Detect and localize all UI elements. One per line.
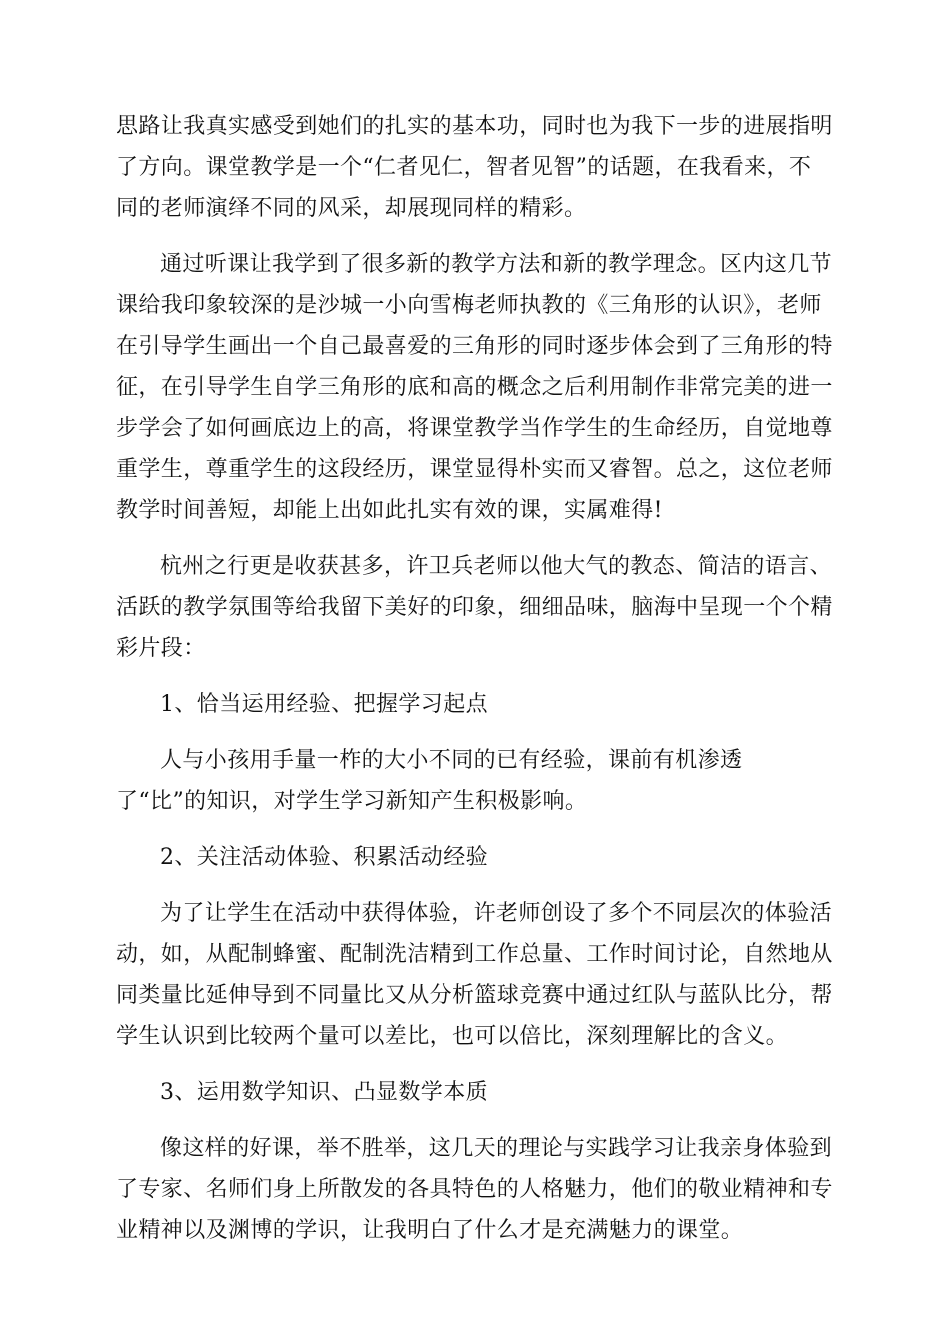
section-heading-2 bbox=[116, 837, 836, 878]
text-line: 杭州之行更是收获甚多，许卫兵老师以他大气的教态、简洁的语言、 bbox=[160, 554, 833, 579]
text-line: 学生认识到比较两个量可以差比，也可以倍比，深刻理解比的含义。 bbox=[116, 1024, 789, 1049]
paragraph-hangzhou bbox=[116, 546, 836, 669]
text-line: 征，在引导学生自学三角形的底和高的概念之后利用制作非常完美的进一 bbox=[116, 375, 833, 400]
text-line: 在引导学生画出一个自己最喜爱的三角形的同时逐步体会到了三角形的特 bbox=[116, 334, 833, 359]
text-line: 活跃的教学氛围等给我留下美好的印象，细细品味，脑海中呈现一个个精 bbox=[116, 595, 833, 620]
text-line: 了方向。课堂教学是一个“仁者见仁，智者见智”的话题，在我看来，不 bbox=[116, 155, 812, 180]
document-body bbox=[116, 106, 836, 1266]
heading-text: 3、运用数学知识、凸显数学本质 bbox=[160, 1080, 488, 1105]
text-line: 通过听课让我学到了很多新的教学方法和新的教学理念。区内这几节 bbox=[160, 252, 833, 277]
paragraph-continuation bbox=[116, 106, 836, 229]
text-line: 了“比”的知识，对学生学习新知产生积极影响。 bbox=[116, 789, 588, 814]
text-line: 同类量比延伸导到不同量比又从分析篮球竞赛中通过红队与蓝队比分，帮 bbox=[116, 983, 833, 1008]
text-line: 教学时间善短，却能上出如此扎实有效的课，实属难得! bbox=[116, 498, 663, 523]
text-line: 课给我印象较深的是沙城一小向雪梅老师执教的《三角形的认识》，老师 bbox=[116, 293, 822, 318]
text-line: 同的老师演绎不同的风采，却展现同样的精彩。 bbox=[116, 196, 587, 221]
text-line: 彩片段： bbox=[116, 636, 206, 661]
text-line: 动，如，从配制蜂蜜、配制洗洁精到工作总量、工作时间讨论，自然地从 bbox=[116, 942, 833, 967]
text-line: 为了让学生在活动中获得体验，许老师创设了多个不同层次的体验活 bbox=[160, 901, 833, 926]
text-line: 重学生，尊重学生的这段经历，课堂显得朴实而又睿智。总之，这位老师 bbox=[116, 457, 833, 482]
section-heading-3 bbox=[116, 1072, 836, 1113]
text-line: 人与小孩用手量一柞的大小不同的已有经验，课前有机渗透 bbox=[160, 748, 743, 773]
paragraph-experience bbox=[116, 740, 836, 822]
heading-text: 2、关注活动体验、积累活动经验 bbox=[160, 845, 488, 870]
text-line: 思路让我真实感受到她们的扎实的基本功，同时也为我下一步的进展指明 bbox=[116, 114, 833, 139]
paragraph-activities bbox=[116, 893, 836, 1057]
paragraph-observation bbox=[116, 244, 836, 531]
text-line: 步学会了如何画底边上的高，将课堂教学当作学生的生命经历，自觉地尊 bbox=[116, 416, 833, 441]
heading-text: 1、恰当运用经验、把握学习起点 bbox=[160, 692, 488, 717]
paragraph-conclusion bbox=[116, 1128, 836, 1251]
text-line: 业精神以及渊博的学识，让我明白了什么才是充满魅力的课堂。 bbox=[116, 1218, 744, 1243]
section-heading-1 bbox=[116, 684, 836, 725]
text-line: 像这样的好课，举不胜举，这几天的理论与实践学习让我亲身体验到 bbox=[160, 1136, 833, 1161]
text-line: 了专家、名师们身上所散发的各具特色的人格魅力，他们的敬业精神和专 bbox=[116, 1177, 833, 1202]
